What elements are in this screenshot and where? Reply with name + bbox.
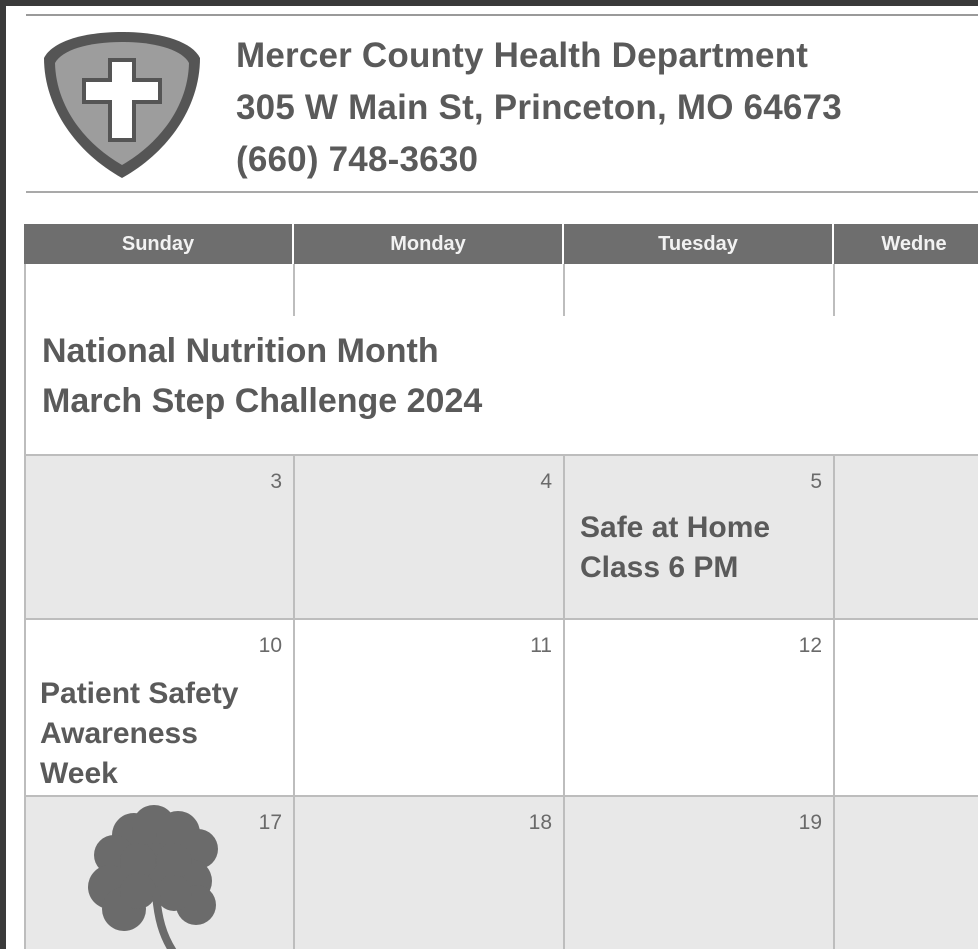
banner-line-1: National Nutrition Month: [42, 332, 439, 370]
day-cell-4[interactable]: [294, 456, 564, 618]
day-cell-10[interactable]: [24, 620, 294, 795]
banner-line-2: March Step Challenge 2024: [42, 382, 483, 420]
org-address: 305 W Main St, Princeton, MO 64673: [236, 88, 842, 127]
day-number: 3: [270, 470, 282, 493]
day-cell-5[interactable]: [564, 456, 834, 618]
day-number: 11: [530, 634, 552, 657]
day-header-wednesday: Wedne: [834, 224, 978, 264]
event-line: Safe at Home: [580, 511, 771, 544]
event-line: Patient Safety: [40, 677, 239, 710]
day-header-monday: Monday: [294, 224, 564, 264]
day-cell-11[interactable]: [294, 620, 564, 795]
day-header-sunday: Sunday: [24, 224, 294, 264]
day-number: 10: [258, 634, 282, 657]
divider: [563, 454, 565, 949]
org-name: Mercer County Health Department: [236, 36, 809, 75]
event-line: Week: [40, 757, 118, 790]
day-number: 18: [528, 811, 552, 834]
day-header-tuesday: Tuesday: [564, 224, 834, 264]
shield-cross-icon: [42, 28, 202, 180]
header-rule: [26, 191, 978, 193]
event-line: Awareness: [40, 717, 198, 750]
divider: [293, 264, 295, 316]
org-phone: (660) 748-3630: [236, 140, 479, 179]
calendar-page: [6, 6, 978, 949]
day-number: 4: [540, 470, 552, 493]
event-safe-at-home: [580, 508, 770, 588]
day-cell-20[interactable]: [834, 797, 978, 949]
event-patient-safety: [40, 674, 238, 794]
day-cell-6[interactable]: [834, 456, 978, 618]
divider: [293, 454, 295, 949]
month-banner: [42, 326, 482, 426]
day-cell-12[interactable]: [564, 620, 834, 795]
day-number: 5: [810, 470, 822, 493]
four-leaf-clover-icon: [86, 805, 226, 949]
header-info: [236, 30, 842, 186]
top-rule: [26, 14, 978, 16]
day-cell-17[interactable]: [24, 797, 294, 949]
day-number: 19: [798, 811, 822, 834]
day-cell-13[interactable]: [834, 620, 978, 795]
day-cell-3[interactable]: [24, 456, 294, 618]
calendar-grid: [24, 224, 978, 949]
divider: [563, 264, 565, 316]
event-line: Class 6 PM: [580, 551, 739, 584]
divider: [833, 264, 835, 316]
day-cell-19[interactable]: [564, 797, 834, 949]
day-number: 12: [798, 634, 822, 657]
day-number: 17: [258, 811, 282, 834]
day-cell-18[interactable]: [294, 797, 564, 949]
divider: [24, 264, 26, 949]
divider: [833, 454, 835, 949]
